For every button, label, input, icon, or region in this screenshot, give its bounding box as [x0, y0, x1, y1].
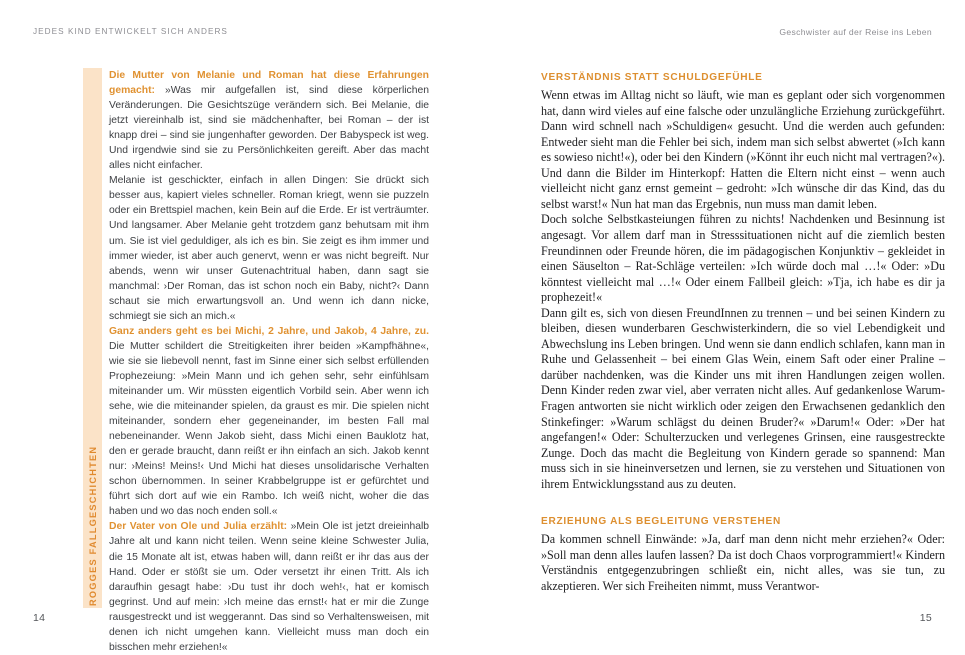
side-tab-label: ROGGES FALLGESCHICHTEN [87, 445, 98, 606]
case-lead-in: Die Mutter von Melanie und Roman hat diese Erfahrungen gemacht: [109, 70, 429, 97]
case-paragraph-text: »Mein Ole ist jetzt dreieinhalb Jahre alt und kann nicht teilen. Wenn seine kleine Schwester Julia, die 15 Monate alt ist, etwas haben will, dann reißt er ihr das aus der Hand. Oder er stößt sie um. Oder versetzt ihr einen Tritt. Als ich daraufhin gesagt habe: ›Du tust ihr doch weh!‹, hat er komisch gegrinst. Und auf mein: ›Ich meine das ernst!‹ hat er mir die Zunge rausgestreckt und ist weggerannt. Das sind so Verhaltensweisen, mit denen ich nicht umgehen kann. Vielleicht muss man doch ein bisschen mehr erziehen!« [109, 521, 430, 653]
body-paragraph: Da kommen schnell Einwände: »Ja, darf man denn nicht mehr erziehen?« Oder: »Soll man denn alles laufen lassen? Da ist doch Chaos vorprogrammiert!« Kindern Verständnis entgegenzubringen schließt ein, nicht alles, was sie tun, zu akzeptieren. Wer sich Freiheiten nimmt, muss Verantwor- [541, 532, 945, 593]
body-paragraph: Dann gilt es, sich von diesen FreundInnen zu trennen – und bei seinen Kindern zu bleiben, diesen wunderbaren Geschwisterkindern, die so viel Lebendigkeit und Abwechslung ins Leben bringen. Und wenn sie dann endlich schlafen, kann man in Ruhe und Gelassenheit – bei einem Glas Wein, einem Saft oder einer Praline – darüber nachdenken, was die Kinder uns mit ihren Handlungen zeigen wollen. Denn Kinder reden zwar viel, aber verraten nicht alles. Auf gedankenlose Warum-Fragen antworten sie nicht wirklich oder zeigen den Erwachsenen gedanklich den Stinkefinger: »Warum schlägst du deinen Bruder?« »Darum!« Oder: »Der hat angefangen!« Oder: Schulterzucken und verlegenes Grinsen, eine rausgestreckte Zunge. Doch das macht die Begleitung von Kindern gerade so spannend: Man muss sich in sie hineinversetzen und lernen, sie zu verstehen und Situationen von ihrem Entwicklungsstand aus zu deuten. [541, 305, 945, 491]
case-paragraph [109, 324, 429, 520]
recto-text-column [541, 70, 945, 595]
body-paragraph: Doch solche Selbstkasteiungen führen zu nichts! Nachdenken und Besinnung ist angesagt. Vor allem darf man in Stresssituationen nicht auf die ziemlich besten Freundinnen oder Freunde hören, die im pädagogischen Konjunktiv – gekleidet in einen Säuselton – Rat-Schläge verteilen: »Ich würde doch mal …!« Oder: »Du könntest vielleicht mal …!« Oder einem Fallbeil gleich: »Tja, ich habe es dir ja prophezeit!« [541, 212, 945, 305]
case-paragraph [109, 173, 429, 323]
case-paragraph-text: Die Mutter schildert die Streitigkeiten ihrer beiden »Kampfhähne«, wie sie sie liebevoll nennt, fast im Sinne einer sich selbst erfüllenden Prophezeiung: »Mein Mann und ich gehen sehr, sehr einfühlsam miteinander um. Wir müssten eigentlich Vorbild sein. Aber wenn ich sehe, wie die miteinander spielen, da graust es mir. Die spielen nicht miteinander, sondern eher gegeneinander, im besten Fall mal nebeneinander. Wenn Jakob sieht, dass Michi einen Bauklotz hat, den er gerade braucht, dann reißt er ihn einfach an sich. Jakob kennt nur: ›Meins! Meins!‹ Und Michi hat dieses unsolidarische Verhalten schon übernommen. In seiner Krabbelgruppe ist er gefürchtet und führt sich dort auf wie ein Rambo. Ich weiß nicht, woher die das haben und wo das noch enden soll.« [109, 340, 429, 518]
running-head-recto: Geschwister auf der Reise ins Leben [779, 27, 932, 37]
recto-page [483, 0, 965, 648]
case-paragraph-text: Melanie ist geschickter, einfach in allen Dingen: Sie drückt sich besser aus, kapiert vieles schneller. Roman kriegt, wenn sie puzzeln oder ein Brettspiel machen, kein Bein auf die Erde. Er ist verträumter. Und langsamer. Aber Melanie geht trotzdem ganz behutsam mit ihm um. Sie ist viel geduldiger, als ich es bin. Sie zeigt es ihm immer und immer wieder, ist aber auch genervt, wenn er was nicht begreift. Nur abends, wenn wir unser Gutenachtritual haben, dann sagt sie manchmal: ›Der Roman, das ist schon noch ein Baby, nicht?‹ Dann schaut sie mich erwartungsvoll an. Und wenn ich dann nicke, schmiegt sie sich an mich.« [109, 175, 429, 322]
folio-recto: 15 [919, 612, 932, 624]
body-paragraph: Wenn etwas im Alltag nicht so läuft, wie man es geplant oder sich vorgenommen hat, dann wird vieles auf eine falsche oder unzulängliche Erziehung zurückgeführt. Dann wird schnell nach »Schuldigen« gesucht. Und die werden auch gefunden: Entweder sieht man die Fehler bei sich, indem man sich selbst abwertet (»Ich kann es sowieso nicht!«), oder bei den Kindern (»Könnt ihr euch nicht mal vertragen?«). Und dann die Bilder im Hinterkopf: Hatten die Eltern nicht einst – wenn auch vielleicht nicht ganz ernst gemeint – gedroht: »Ich wünsche dir das Kind, das du selbst warst!« Nun hat man das Ergebnis, nun muss man damit leben. [541, 88, 945, 211]
side-tab-rogges-fallgeschichten [83, 68, 102, 608]
section-heading-erziehung: ERZIEHUNG ALS BEGLEITUNG VERSTEHEN [541, 516, 782, 528]
case-lead-in: Ganz anders geht es bei Michi, 2 Jahre, und Jakob, 4 Jahre, zu. [109, 325, 429, 337]
running-head-verso: JEDES KIND ENTWICKELT SICH ANDERS [33, 27, 228, 36]
case-lead-in: Der Vater von Ole und Julia erzählt: [109, 521, 288, 533]
case-paragraph [109, 68, 429, 173]
case-paragraph-text: »Was mir aufgefallen ist, sind diese körperlichen Veränderungen. Die Gesichtszüge verändern sich. Bei Melanie, die jetzt viereinhalb ist, sind sie mädchenhafter, bei Roman – der ist knapp drei – sind sie jungenhafter geworden. Der Babyspeck ist weg. Und irgendwie sind sie zu Persönlichkeiten gereift. Aber das macht alles nicht einfacher. [109, 85, 429, 172]
case-stories-text [109, 68, 429, 655]
verso-page [0, 0, 483, 653]
case-paragraph [109, 519, 429, 654]
folio-verso: 14 [33, 612, 46, 624]
section-heading-verstaendnis: VERSTÄNDNIS STATT SCHULDGEFÜHLE [541, 72, 763, 83]
